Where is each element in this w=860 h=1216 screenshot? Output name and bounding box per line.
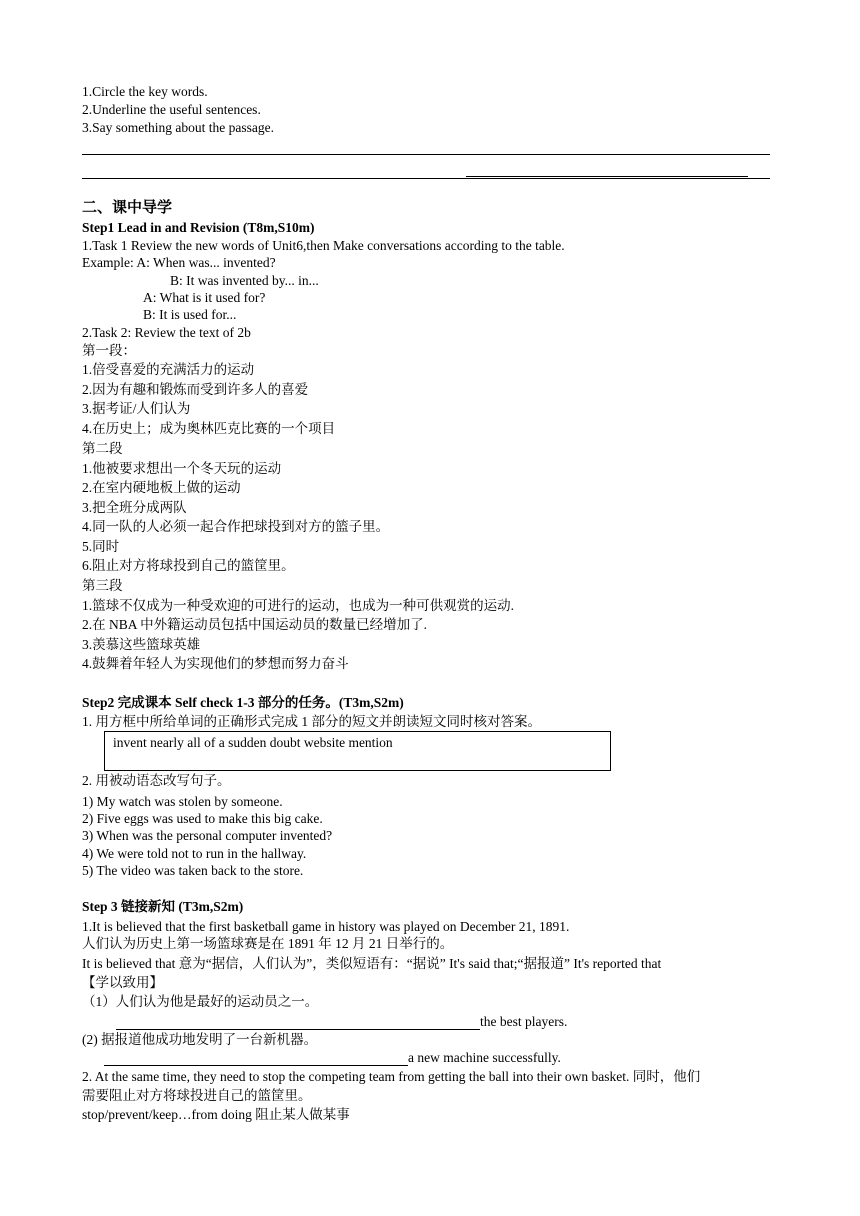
- intro-task-1: 1.Circle the key words.: [82, 84, 208, 99]
- step1-task1: 1.Task 1 Review the new words of Unit6,then Make conversations according to the table.: [82, 238, 565, 253]
- para2-item-5: 5.同时: [82, 539, 120, 554]
- para3-item-2: 2.在 NBA 中外籍运动员包括中国运动员的数量已经增加了.: [82, 617, 428, 632]
- para2-title: 第二段: [82, 441, 123, 456]
- point2-line-2: 需要阻止对方将球投进自己的篮筐里。: [82, 1088, 312, 1103]
- step1-task2: 2.Task 2: Review the text of 2b: [82, 325, 251, 340]
- point1-chinese: 人们认为历史上第一场篮球赛是在 1891 年 12 月 21 日举行的。: [82, 936, 454, 951]
- para1-item-3: 3.据考证/人们认为: [82, 401, 191, 416]
- example-line-2: B: It was invented by... in...: [170, 273, 319, 288]
- point2-line-1: 2. At the same time, they need to stop the competing team from getting the ball into their own basket. 同时，他们: [82, 1069, 701, 1084]
- sentence-3: 3) When was the personal computer invented?: [82, 828, 333, 843]
- exercise2-answer-line: [104, 1049, 561, 1066]
- sentence-5: 5) The video was taken back to the store.: [82, 863, 304, 878]
- para1-item-4: 4.在历史上；成为奥林匹克比赛的一个项目: [82, 421, 336, 436]
- writing-line-2: [82, 178, 770, 179]
- para2-item-6: 6.阻止对方将球投到自己的篮筐里。: [82, 558, 295, 573]
- para2-item-2: 2.在室内硬地板上做的运动: [82, 480, 241, 495]
- para3-item-3: 3.羡慕这些篮球英雄: [82, 637, 201, 652]
- sentence-4: 4) We were told not to run in the hallway.: [82, 846, 307, 861]
- exercise2-blank[interactable]: [104, 1050, 408, 1066]
- writing-line-1: [82, 154, 770, 155]
- para2-item-1: 1.他被要求想出一个冬天玩的运动: [82, 461, 282, 476]
- point1-english: 1.It is believed that the first basketball game in history was played on December 21, 1891.: [82, 919, 570, 934]
- para1-title: 第一段：: [82, 343, 136, 358]
- point1-note: It is believed that 意为“据信，人们认为”，类似短语有：“据说” It's said that;“据报道” It's reported that: [82, 956, 662, 971]
- section-title: 二、课中导学: [82, 198, 173, 216]
- step2-heading: Step2 完成课本 Self check 1-3 部分的任务。(T3m,S2m): [82, 695, 404, 710]
- step3-heading: Step 3 链接新知 (T3m,S2m): [82, 899, 244, 914]
- para2-item-3: 3.把全班分成两队: [82, 500, 187, 515]
- step2-item1: 1. 用方框中所给单词的正确形式完成 1 部分的短文并朗读短文同时核对答案。: [82, 714, 541, 729]
- step2-item2: 2. 用被动语态改写句子。: [82, 773, 231, 788]
- intro-task-2: 2.Underline the useful sentences.: [82, 102, 261, 117]
- intro-task-3: 3.Say something about the passage.: [82, 120, 274, 135]
- exercise1-tail: the best players.: [480, 1014, 568, 1029]
- para3-item-1: 1.篮球不仅成为一种受欢迎的可进行的运动，也成为一种可供观赏的运动.: [82, 598, 514, 613]
- step1-heading: Step1 Lead in and Revision (T8m,S10m): [82, 220, 315, 235]
- point2-note: stop/prevent/keep…from doing 阻止某人做某事: [82, 1107, 350, 1122]
- sentence-2: 2) Five eggs was used to make this big cake.: [82, 811, 323, 826]
- exercise1-blank[interactable]: [116, 1014, 480, 1030]
- example-line-1: Example: A: When was... invented?: [82, 255, 276, 270]
- sentence-1: 1) My watch was stolen by someone.: [82, 794, 283, 809]
- example-line-3: A: What is it used for?: [143, 290, 266, 305]
- word-box: [104, 731, 611, 771]
- word-box-words: invent nearly all of a sudden doubt website mention: [113, 735, 393, 750]
- para2-item-4: 4.同一队的人必须一起合作把球投到对方的篮子里。: [82, 519, 390, 534]
- para3-item-4: 4.鼓舞着年轻人为实现他们的梦想而努力奋斗: [82, 656, 349, 671]
- para3-title: 第三段: [82, 578, 123, 593]
- exercise1-answer-line: [116, 1013, 567, 1030]
- exercise2-chinese: (2) 据报道他成功地发明了一台新机器。: [82, 1032, 318, 1047]
- example-line-4: B: It is used for...: [143, 307, 237, 322]
- apply-title: 【学以致用】: [82, 975, 163, 990]
- exercise1-chinese: （1）人们认为他是最好的运动员之一。: [82, 994, 319, 1009]
- para1-item-1: 1.倍受喜爱的充满活力的运动: [82, 362, 255, 377]
- exercise2-tail: a new machine successfully.: [408, 1050, 561, 1065]
- para1-item-2: 2.因为有趣和锻炼而受到许多人的喜爱: [82, 382, 309, 397]
- writing-line-2-underscore: [466, 176, 748, 177]
